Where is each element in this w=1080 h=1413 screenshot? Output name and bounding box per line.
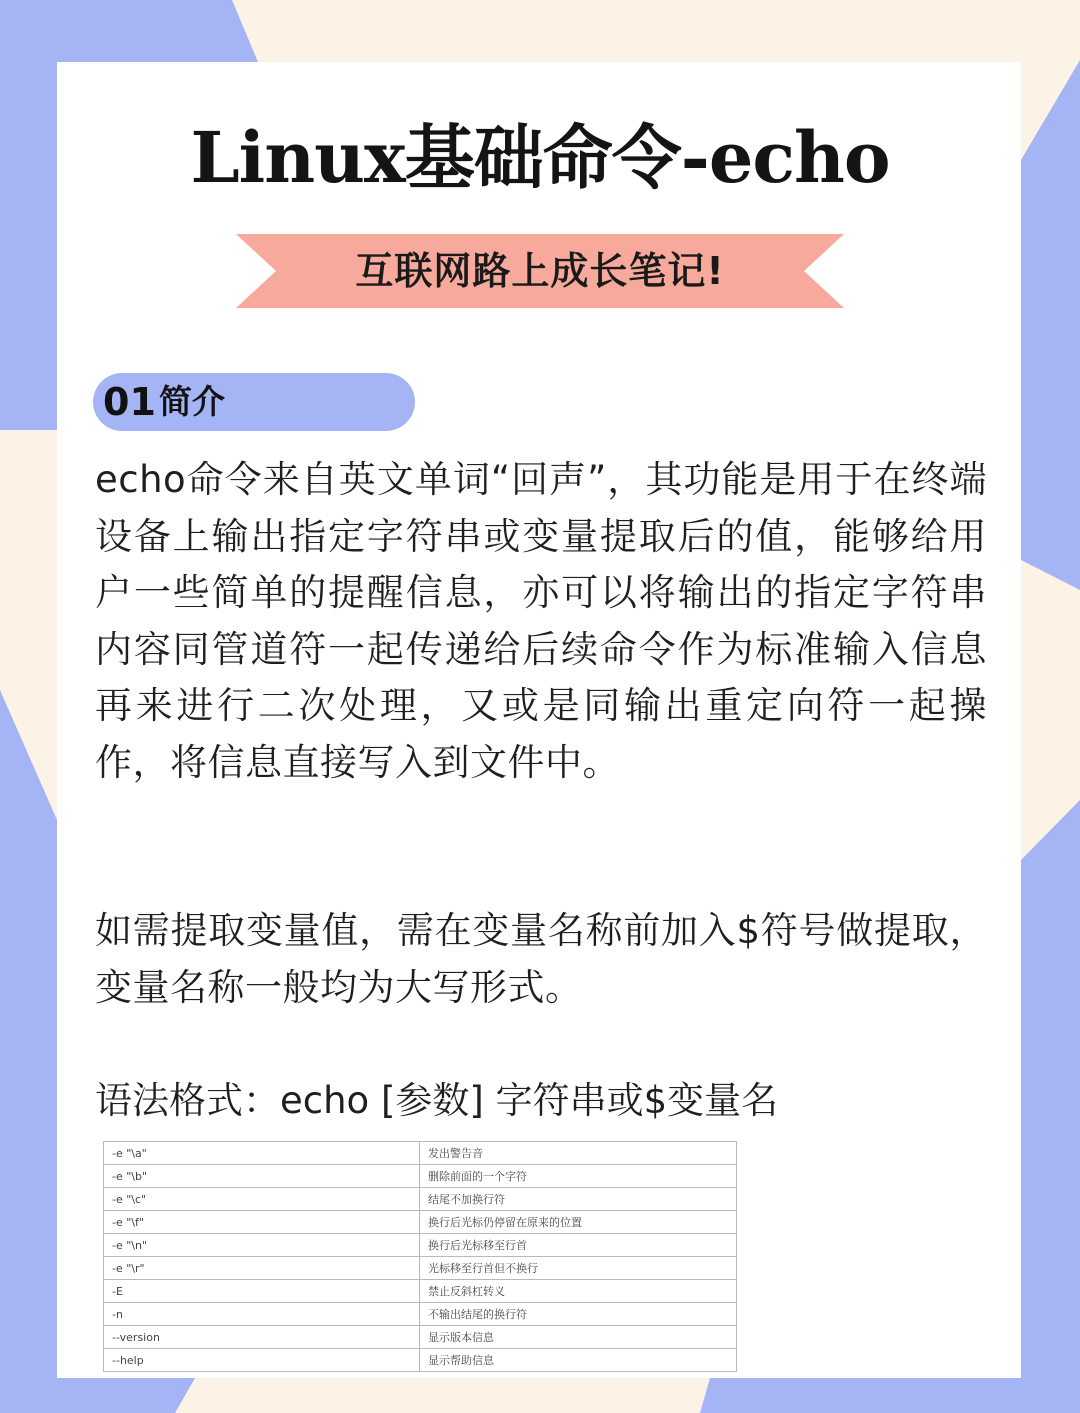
table-row bbox=[104, 1188, 737, 1211]
blue-shape-top-left bbox=[0, 0, 258, 62]
option-description: 不输出结尾的换行符 bbox=[420, 1303, 737, 1326]
table-row bbox=[104, 1349, 737, 1372]
subtitle-ribbon bbox=[236, 234, 844, 308]
option-description: 结尾不加换行符 bbox=[420, 1188, 737, 1211]
option-description: 删除前面的一个字符 bbox=[420, 1165, 737, 1188]
section-heading bbox=[93, 373, 415, 431]
blue-shape-right-lower bbox=[1021, 800, 1080, 1413]
table-row bbox=[104, 1142, 737, 1165]
table-row bbox=[104, 1234, 737, 1257]
option-flag: -e "\r" bbox=[104, 1257, 420, 1280]
option-flag: -e "\b" bbox=[104, 1165, 420, 1188]
table-row bbox=[104, 1165, 737, 1188]
option-flag: -e "\c" bbox=[104, 1188, 420, 1211]
option-flag: -e "\f" bbox=[104, 1211, 420, 1234]
section-number: 01 bbox=[103, 380, 156, 424]
intro-paragraph: echo命令来自英文单词“回声”，其功能是用于在终端设备上输出指定字符串或变量提取后的值，能够给用户一些简单的提醒信息，亦可以将输出的指定字符串内容同管道符一起传递给后续命令作为标准输入信息再来进行二次处理，又或是同输出重定向符一起操作，将信息直接写入到文件中。 bbox=[95, 458, 987, 784]
option-flag: --help bbox=[104, 1349, 420, 1372]
option-flag: -e "\a" bbox=[104, 1142, 420, 1165]
option-description: 显示帮助信息 bbox=[420, 1349, 737, 1372]
option-description: 换行后光标仍停留在原来的位置 bbox=[420, 1211, 737, 1234]
syntax-line: 语法格式：echo [参数] 字符串或$变量名 bbox=[95, 1079, 779, 1122]
variable-paragraph: 如需提取变量值，需在变量名称前加入$符号做提取，变量名称一般均为大写形式。 bbox=[95, 909, 987, 1009]
subtitle-text: 互联网路上成长笔记! bbox=[355, 249, 725, 293]
option-description: 禁止反斜杠转义 bbox=[420, 1280, 737, 1303]
table-row bbox=[104, 1280, 737, 1303]
section-label: 简介 bbox=[159, 382, 225, 421]
option-flag: -E bbox=[104, 1280, 420, 1303]
table-row bbox=[104, 1303, 737, 1326]
options-table bbox=[103, 1141, 737, 1372]
blue-shape-bottom-right bbox=[700, 1378, 1080, 1413]
option-description: 光标移至行首但不换行 bbox=[420, 1257, 737, 1280]
page-title: Linux基础命令-echo bbox=[190, 116, 890, 199]
option-flag: -e "\n" bbox=[104, 1234, 420, 1257]
blue-shape-left-mid bbox=[0, 690, 57, 1413]
table-row bbox=[104, 1211, 737, 1234]
option-description: 发出警告音 bbox=[420, 1142, 737, 1165]
option-flag: --version bbox=[104, 1326, 420, 1349]
table-row bbox=[104, 1257, 737, 1280]
option-flag: -n bbox=[104, 1303, 420, 1326]
option-description: 换行后光标移至行首 bbox=[420, 1234, 737, 1257]
option-description: 显示版本信息 bbox=[420, 1326, 737, 1349]
table-row bbox=[104, 1326, 737, 1349]
blue-shape-bottom-left bbox=[0, 1378, 195, 1413]
